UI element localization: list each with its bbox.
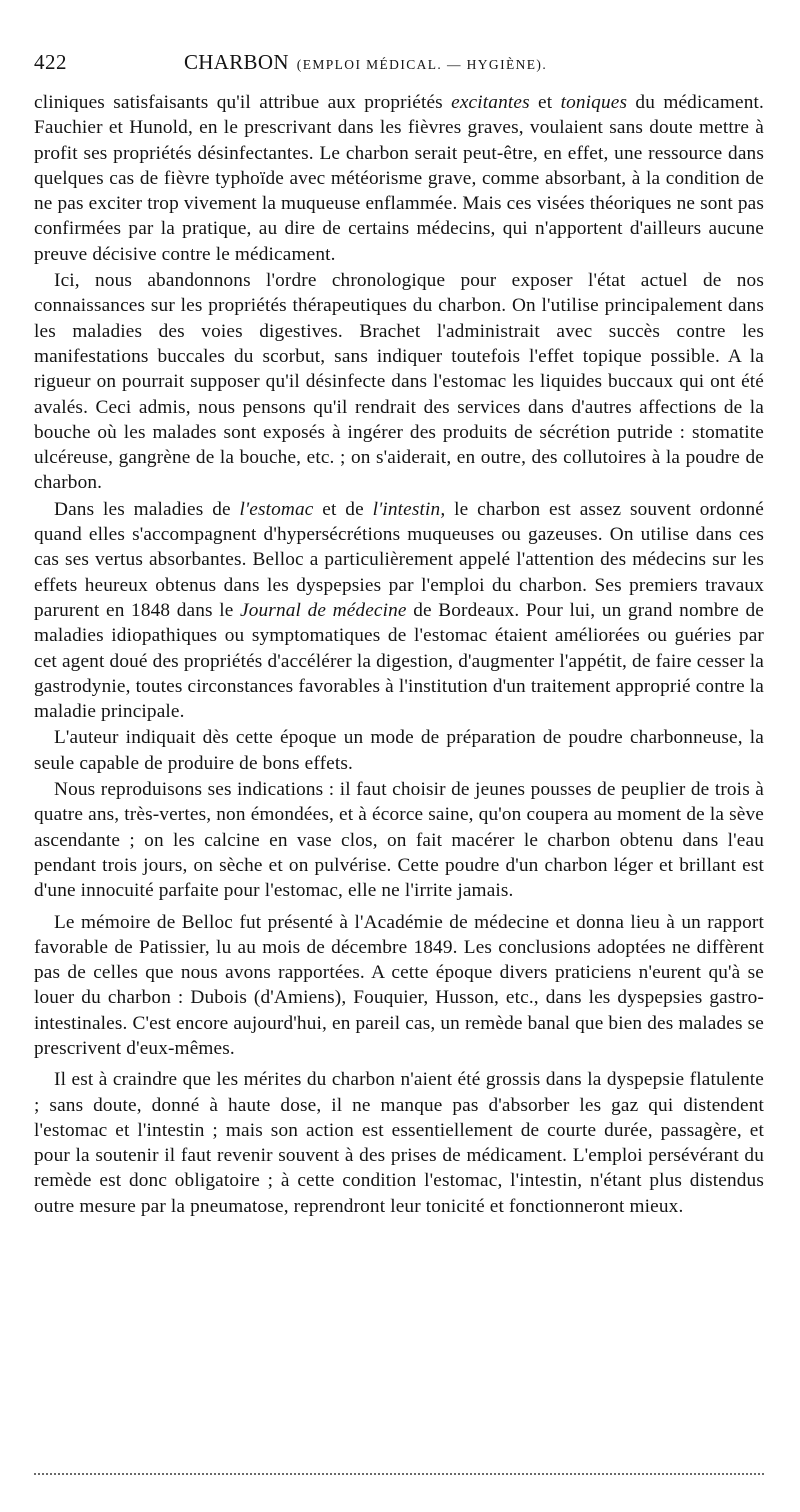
running-header	[34, 50, 764, 90]
text-run: Le mémoire de Belloc fut présenté à l'Académie de médecine et donna lieu à un rapport favorable de Patissier, lu au mois de décembre 1849. Les conclusions adoptées ne diffèrent pas de celles que nous avons rapportées. A cette époque divers praticiens n'eurent qu'à se louer du charbon : Dubois (d'Amiens), Fouquier, Husson, etc., dans les dyspepsies gastro-intestinales. C'est encore aujourd'hui, en pareil cas, un remède banal que bien des malades se prescrivent d'eux-mêmes.	[34, 911, 764, 1059]
page	[34, 50, 764, 1220]
text-run: cliniques satisfaisants qu'il attribue aux propriétés	[34, 92, 452, 113]
text-run: Ici, nous abandonnons l'ordre chronologique pour exposer l'état actuel de nos connaissances sur les propriétés thérapeutiques du charbon. On l'utilise principalement dans les maladies des voies digestives. Brachet l'administrait avec succès contre les manifestations buccales du scorbut, sans indiquer toutefois l'effet topique possible. A la rigueur on pourrait supposer qu'il désinfecte dans l'estomac les liquides buccaux qui ont été avalés. Ceci admis, nous pensons qu'il rendrait des services dans d'autres affections de la bouche où les malades sont exposés à ingérer des produits de sécrétion putride : stomatite ulcéreuse, gangrène de la bouche, etc. ; on s'aiderait, en outre, des collutoires à la poudre de charbon.	[34, 270, 764, 494]
text-run: et	[529, 92, 561, 113]
italic-run: toniques	[560, 92, 628, 113]
paragraph	[34, 268, 764, 496]
italic-run: l'estomac	[239, 498, 314, 520]
text-run: Il est à craindre que les mérites du charbon n'aient été grossis dans la dyspepsie flatulente ; sans doute, donné à haute dose, il ne manque pas d'absorber les gaz qui distendent l'estomac et l'intestin ; mais son action est essentiellement de courte durée, passagère, et pour la soutenir il faut revenir souvent à des prises de médicament. L'emploi persévérant du remède est donc obligatoire ; à cette condition l'estomac, l'intestin, n'étant plus distendus outre mesure par la pneumatose, reprendront leur tonicité et fonctionneront mieux.	[34, 1069, 764, 1217]
paragraph	[34, 90, 764, 267]
paragraph	[34, 777, 764, 903]
paragraph	[34, 497, 764, 725]
italic-run: Journal de médecine	[240, 599, 407, 621]
text-run: L'auteur indiquait dès cette époque un mode de préparation de poudre charbonneuse, la seule capable de produire de bons effets.	[34, 727, 764, 774]
italic-run: l'intestin,	[372, 498, 446, 520]
text-run: et de	[313, 498, 373, 520]
body-text	[34, 90, 764, 1219]
text-run: de Bordeaux. Pour lui, un grand nombre de maladies idiopathiques ou symptomatiques de l'estomac étaient améliorées ou guéries par cet agent doué des propriétés d'accélérer la digestion, d'augmenter l'appétit, de faire cesser la gastrodynie, toutes circonstances favorables à l'institution d'un traitement approprié contre la maladie principale.	[34, 599, 764, 723]
text-run: Nous reproduisons ses indications : il faut choisir de jeunes pousses de peuplier de trois à quatre ans, très-vertes, non émondées, et à écorce saine, qu'on coupera au moment de la sève ascendante ; on les calcine en vase clos, on fait macérer le charbon obtenu dans l'eau pendant trois jours, on sèche et on pulvérise. Cette poudre d'un charbon léger et brillant est d'une innocuité parfaite pour l'estomac, elle ne l'irrite jamais.	[34, 779, 764, 902]
paragraph	[34, 910, 764, 1062]
text-run: le charbon est assez souvent ordonné quand elles s'accompagnent d'hypersécrétions muqueuses ou gazeuses. On utilise dans ces cas ses vertus absorbantes. Belloc a particulièrement appelé l'attention des médecins sur les effets heureux obtenus dans les dyspepsies par l'emploi du charbon. Ses premiers travaux parurent en 1848 dans le	[34, 498, 764, 621]
running-subtitle: (EMPLOI MÉDICAL. — HYGIÈNE).	[296, 57, 548, 72]
paragraph	[34, 1067, 764, 1219]
italic-run: excitantes	[451, 92, 530, 113]
running-title: CHARBON	[184, 50, 289, 74]
text-run: du médicament. Fauchier et Hunold, en le prescrivant dans les fièvres graves, voulaient sans doute mettre à profit ses propriétés désinfectantes. Le charbon serait peut-être, en effet, une ressource dans quelques cas de fièvre typhoïde avec météorisme grave, comme absorbant, à la condition de ne pas exciter trop vivement la muqueuse enflammée. Mais ces visées théoriques ne sont pas confirmées par la pratique, au dire de certains médecins, qui n'apportent d'ailleurs aucune preuve décisive contre le médicament.	[34, 92, 765, 265]
paragraph	[34, 725, 764, 776]
text-run: Dans les maladies de	[54, 498, 240, 520]
page-number: 422	[34, 50, 67, 74]
footer-dotted-rule	[34, 1473, 764, 1475]
